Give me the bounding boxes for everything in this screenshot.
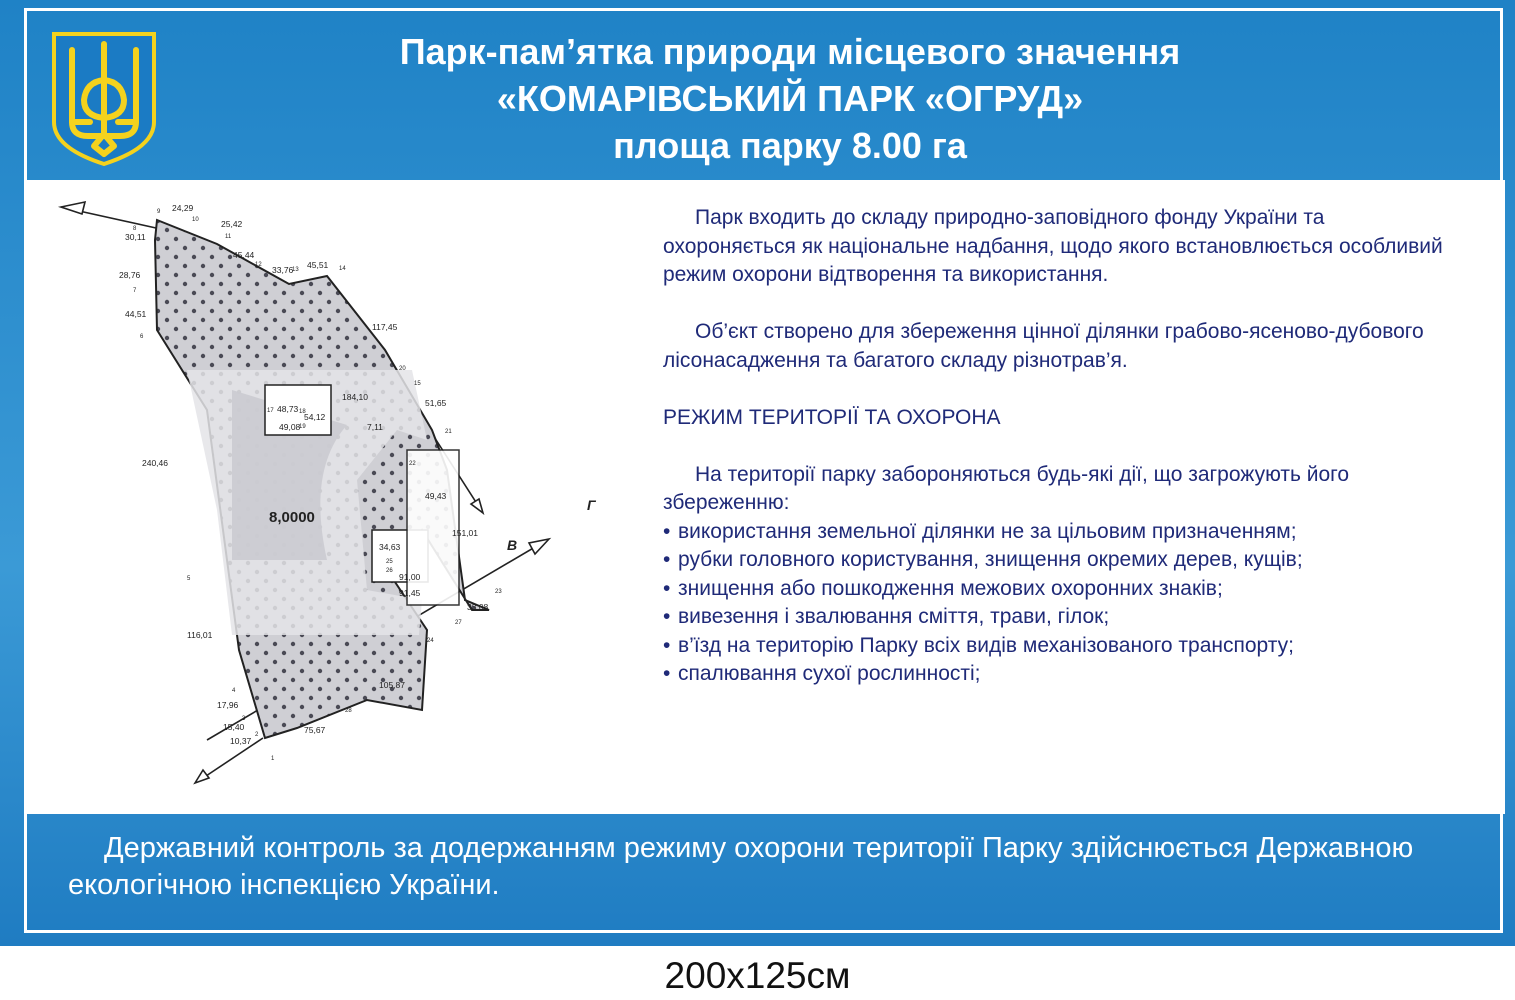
point-number: 14 bbox=[339, 266, 346, 272]
measurement: 44,51 bbox=[125, 309, 147, 319]
measurement: 45,51 bbox=[307, 260, 329, 270]
park-plan-map bbox=[27, 180, 647, 814]
point-number: 9 bbox=[157, 209, 161, 215]
measurement: 49,43 bbox=[425, 491, 447, 501]
point-number: 12 bbox=[255, 262, 262, 268]
info-text bbox=[663, 204, 1463, 689]
point-number: 5 bbox=[187, 576, 191, 582]
measurement: 7,11 bbox=[367, 422, 383, 432]
measurement: 91,00 bbox=[399, 572, 421, 582]
title-line-2: «КОМАРІВСЬКИЙ ПАРК «ОГРУД» bbox=[496, 78, 1084, 119]
measurement: 51,65 bbox=[425, 398, 447, 408]
point-number: 25 bbox=[386, 559, 393, 565]
point-number: 10 bbox=[192, 217, 199, 223]
measurement: 151,01 bbox=[452, 528, 478, 538]
point-number: 28 bbox=[345, 708, 352, 714]
measurement: 116,01 bbox=[187, 630, 213, 640]
coat-of-arms-icon bbox=[50, 30, 158, 168]
measurement: 75,67 bbox=[304, 725, 326, 735]
point-number: 3 bbox=[242, 716, 246, 722]
list-item: • рубки головного користування, знищення окремих дерев, кущів; bbox=[663, 546, 1378, 575]
dimensions-caption: 200x125см bbox=[664, 955, 851, 996]
title-line-1: Парк-пам’ятка природи місцевого значення bbox=[399, 31, 1181, 72]
list-item: • використання земельної ділянки не за цільовим призначенням; bbox=[663, 518, 1463, 547]
list-item: • спалювання сухої рослинності; bbox=[663, 660, 1463, 689]
point-number: 19 bbox=[299, 424, 306, 430]
prohibitions-intro: На території парку забороняються будь-які дії, що загрожують його збереженню: bbox=[663, 462, 1350, 514]
point-number: 26 bbox=[386, 568, 393, 574]
list-item: • вивезення і звалювання сміття, трави, гілок; bbox=[663, 603, 1463, 632]
point-number: 23 bbox=[495, 589, 502, 595]
footer-text: Державний контроль за додержанням режиму охорони території Парку здійснюється Державною екологічною інспекцією України. bbox=[68, 832, 1414, 901]
measurement: 54,12 bbox=[304, 412, 326, 422]
point-number: 6 bbox=[140, 334, 144, 340]
point-number: 4 bbox=[232, 688, 236, 694]
measurement: 105,87 bbox=[379, 680, 405, 690]
point-number: 22 bbox=[409, 461, 416, 467]
measurement: 48,73 bbox=[277, 404, 299, 414]
measurement: 184,10 bbox=[342, 392, 368, 402]
measurement: 117,45 bbox=[372, 322, 398, 332]
point-number: 27 bbox=[455, 620, 462, 626]
page-title bbox=[170, 28, 1410, 169]
measurement: 45,44 bbox=[233, 250, 255, 260]
measurement: 25,42 bbox=[221, 219, 243, 229]
area-label: 8,0000 bbox=[269, 509, 315, 526]
point-number: 11 bbox=[225, 234, 232, 240]
direction-label-g: Г bbox=[587, 497, 596, 513]
point-number: 1 bbox=[271, 756, 275, 762]
point-number: 7 bbox=[133, 288, 137, 294]
measurement: 10,37 bbox=[230, 736, 252, 746]
measurement: 34,63 bbox=[379, 542, 401, 552]
point-number: 2 bbox=[255, 732, 259, 738]
measurement: 28,76 bbox=[119, 270, 141, 280]
point-number: 13 bbox=[292, 267, 299, 273]
intro-paragraph: Парк входить до складу природно-заповідного фонду України та охороняється як національне надбання, щодо якого встановлюється особливий режим охорони відтворення та використання. bbox=[663, 206, 1443, 286]
measurement: 49,08 bbox=[279, 422, 301, 432]
point-number: 24 bbox=[427, 638, 434, 644]
point-number: 8 bbox=[133, 226, 137, 232]
measurement: 33,76 bbox=[272, 265, 294, 275]
measurement: 30,11 bbox=[125, 232, 146, 242]
point-number: 18 bbox=[299, 409, 306, 415]
point-number: 15 bbox=[414, 381, 421, 387]
list-item: • знищення або пошкодження межових охоронних знаків; bbox=[663, 575, 1463, 604]
title-line-3: площа парку 8.00 га bbox=[613, 125, 967, 166]
prohibitions-list bbox=[663, 518, 1463, 689]
measurement: 240,46 bbox=[142, 458, 168, 468]
measurement: 33,08 bbox=[467, 602, 489, 612]
purpose-paragraph: Об’єкт створено для збереження цінної ділянки грабово-ясеново-дубового лісонасадження та багатого складу різнотрав’я. bbox=[663, 320, 1424, 372]
regime-heading: РЕЖИМ ТЕРИТОРІЇ ТА ОХОРОНА bbox=[663, 405, 1001, 429]
footer-notice bbox=[68, 830, 1468, 904]
point-number: 17 bbox=[267, 408, 274, 414]
point-number: 20 bbox=[399, 366, 406, 372]
measurement: 17,96 bbox=[217, 700, 239, 710]
measurement: 15,40 bbox=[223, 722, 245, 732]
measurement: 91,45 bbox=[399, 588, 421, 598]
point-number: 21 bbox=[445, 429, 452, 435]
direction-label-v: В bbox=[507, 537, 518, 553]
measurement: 24,29 bbox=[172, 203, 194, 213]
list-item: • в’їзд на територію Парку всіх видів механізованого транспорту; bbox=[663, 632, 1463, 661]
